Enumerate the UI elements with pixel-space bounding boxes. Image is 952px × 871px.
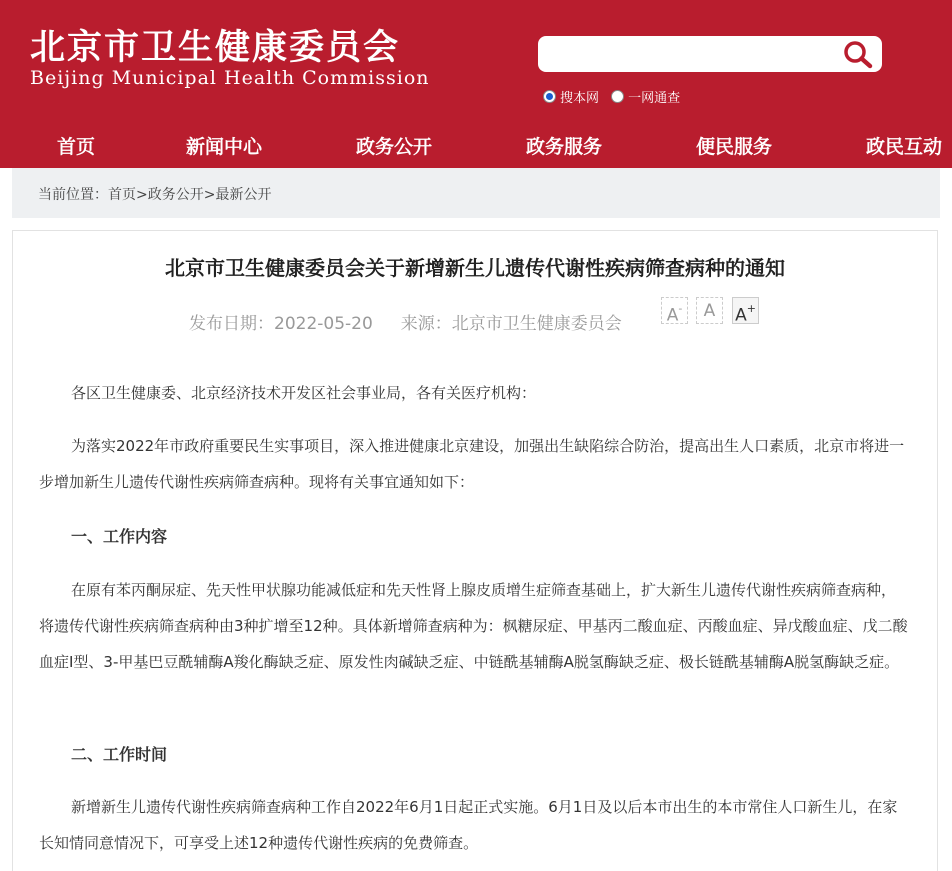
breadcrumb-home[interactable]: 首页 <box>108 187 136 203</box>
main-nav <box>0 120 952 168</box>
section-heading-1: 一、工作内容 <box>71 527 168 546</box>
paragraph-salutation: 各区卫生健康委、北京经济技术开发区社会事业局，各有关医疗机构： <box>71 384 537 402</box>
paragraph-intro: 为落实2022年市政府重要民生实事项目，深入推进健康北京建设，加强出生缺陷综合防治，提高出生人口素质，北京市将进一步增加新生儿遗传代谢性疾病筛查病种。现将有关事宜通知如下： <box>39 437 905 491</box>
breadcrumb-prefix: 当前位置： <box>38 187 108 203</box>
font-decrease-button[interactable] <box>661 297 688 324</box>
article <box>12 230 938 871</box>
breadcrumb-latest[interactable]: 最新公开 <box>215 187 272 203</box>
nav-gov-service[interactable]: 政务服务 <box>526 136 603 158</box>
scope-this-site[interactable] <box>543 87 599 106</box>
paragraph-content-2: 新增新生儿遗传代谢性疾病筛查病种工作自2022年6月1日起正式实施。6月1日及以后本市出生的本市常住人口新生儿，在家长知情同意情况下，可享受上述12种遗传代谢性疾病的免费筛查。 <box>39 798 898 852</box>
publish-date: 发布日期：2022-05-20 <box>189 314 373 334</box>
nav-gov-info[interactable]: 政务公开 <box>356 136 433 158</box>
breadcrumb-separator: > <box>203 187 216 203</box>
breadcrumb-bar <box>12 168 940 218</box>
article-source: 来源：北京市卫生健康委员会 <box>400 314 622 334</box>
article-meta <box>189 309 622 334</box>
search-box <box>538 36 882 72</box>
nav-news[interactable]: 新闻中心 <box>186 136 263 158</box>
search-icon[interactable] <box>840 39 876 69</box>
font-decrease-sup: - <box>678 302 683 315</box>
radio-unchecked-icon[interactable] <box>611 90 624 103</box>
site-title-en[interactable]: Beijing Municipal Health Commission <box>30 67 430 89</box>
font-increase-sup: + <box>746 302 756 315</box>
breadcrumb-gov-info[interactable]: 政务公开 <box>147 187 204 203</box>
site-title-cn[interactable]: 北京市卫生健康委员会 <box>30 28 401 68</box>
font-normal-label: A <box>703 301 716 321</box>
scope-label: 搜本网 <box>560 91 600 106</box>
nav-home[interactable]: 首页 <box>57 136 96 158</box>
section-heading-2: 二、工作时间 <box>71 745 168 764</box>
site-header <box>0 0 952 168</box>
breadcrumb <box>38 184 271 204</box>
scope-label: 一网通查 <box>628 91 681 106</box>
font-increase-label: A <box>735 305 747 326</box>
nav-interaction[interactable]: 政民互动 <box>866 136 943 158</box>
search-input[interactable] <box>546 40 838 70</box>
radio-checked-icon[interactable] <box>543 90 556 103</box>
nav-public-service[interactable]: 便民服务 <box>696 136 773 158</box>
breadcrumb-separator: > <box>136 187 148 203</box>
paragraph-content-1: 在原有苯丙酮尿症、先天性甲状腺功能减低症和先天性肾上腺皮质增生症筛查基础上，扩大新生儿遗传代谢性疾病筛查病种，将遗传代谢性疾病筛查病种由3种扩增至12种。具体新增筛查病种为：枫糖尿症、甲基丙二酸血症、丙酸血症、异戊酸血症、戊二酸血症I型、3-甲基巴豆酰辅酶A羧化酶缺乏症、原发性肉碱缺乏症、中链酰基辅酶A脱氢酶缺乏症、极长链酰基辅酶A脱氢酶缺乏症。 <box>39 581 908 671</box>
font-normal-button[interactable] <box>696 297 723 324</box>
scope-all-web[interactable] <box>611 87 680 106</box>
article-title: 北京市卫生健康委员会关于新增新生儿遗传代谢性疾病筛查病种的通知 <box>165 256 785 280</box>
search-scope <box>543 87 688 106</box>
font-decrease-label: A <box>666 305 679 326</box>
font-increase-button[interactable] <box>732 297 759 324</box>
